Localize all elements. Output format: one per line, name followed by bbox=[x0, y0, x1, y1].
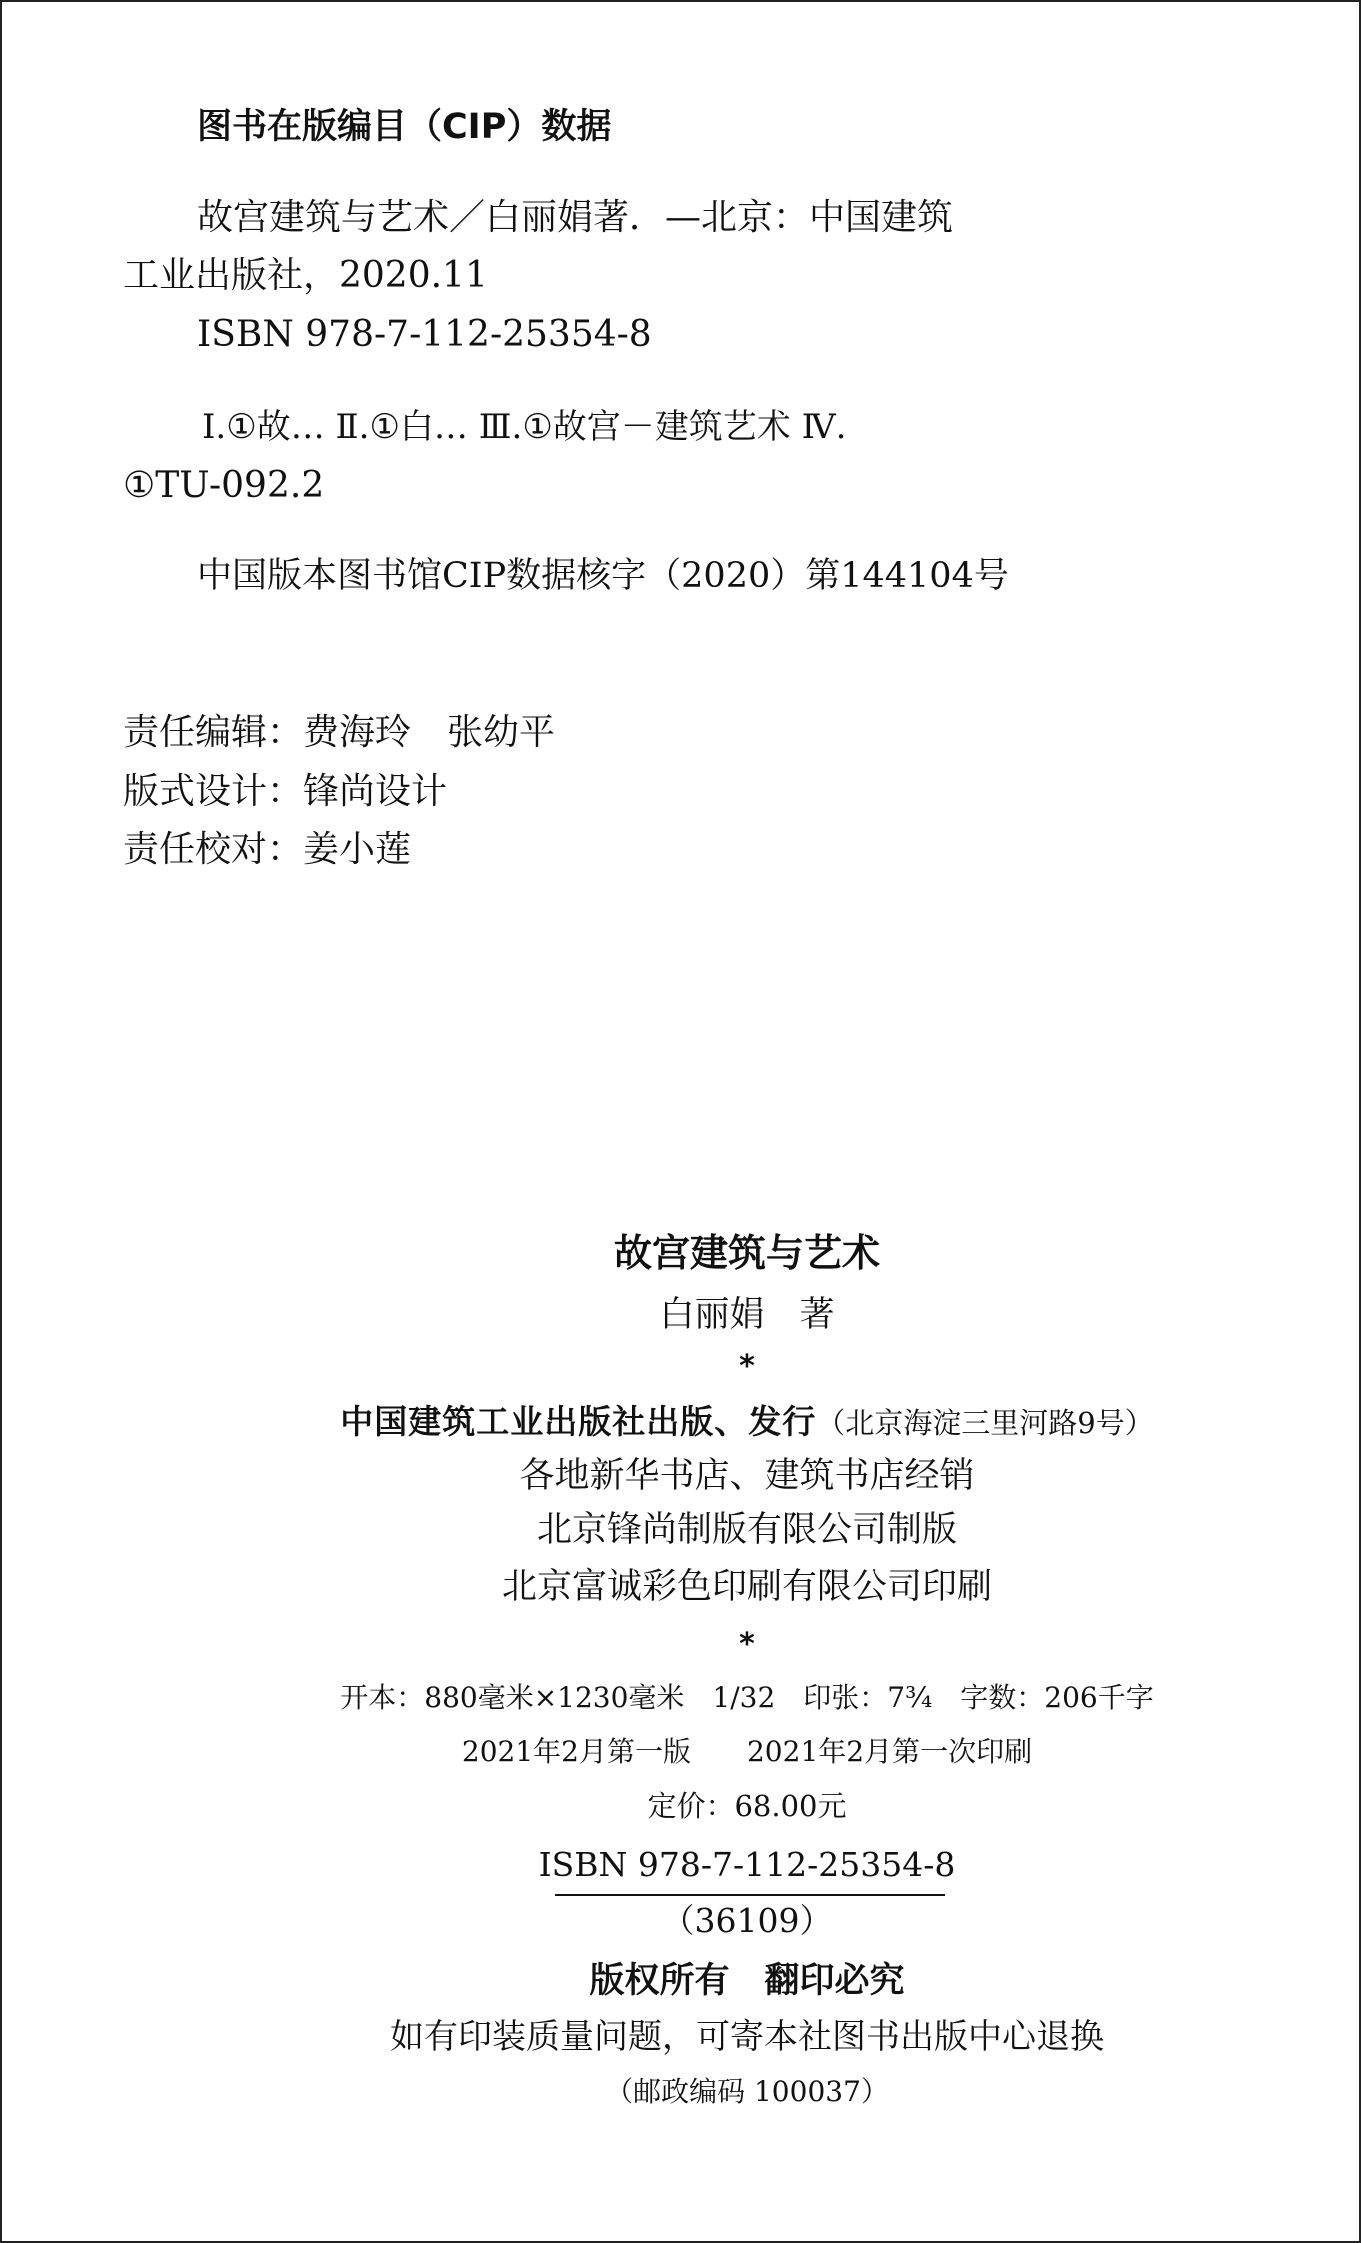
cip-record-number: 中国版本图书馆CIP数据核字（2020）第144104号 bbox=[197, 556, 1009, 596]
colophon-title: 故宫建筑与艺术 bbox=[613, 1231, 880, 1275]
colophon-price: 定价：68.00元 bbox=[647, 1789, 847, 1823]
colophon-publisher: 中国建筑工业出版社出版、发行 bbox=[340, 1402, 817, 1441]
staff-proofreader: 责任校对：姜小莲 bbox=[123, 829, 412, 870]
cip-isbn: ISBN 978-7-112-25354-8 bbox=[197, 314, 652, 355]
colophon-separator-1: * bbox=[739, 1349, 755, 1384]
colophon-edition: 2021年2月第一版 2021年2月第一次印刷 bbox=[461, 1735, 1033, 1768]
colophon-printer: 北京富诚彩色印刷有限公司印刷 bbox=[501, 1567, 992, 1607]
colophon-distributor: 各地新华书店、建筑书店经销 bbox=[519, 1456, 975, 1496]
isbn-underline bbox=[555, 1894, 945, 1896]
cip-entry-line1: 故宫建筑与艺术／白丽娟著．—北京：中国建筑 bbox=[197, 197, 954, 238]
colophon-publisher-address: （北京海淀三里河路9号） bbox=[816, 1406, 1154, 1440]
colophon-author: 白丽娟 著 bbox=[659, 1295, 835, 1335]
colophon-postal-code: （邮政编码 100037） bbox=[605, 2075, 889, 2108]
colophon-isbn: ISBN 978-7-112-25354-8 bbox=[538, 1845, 956, 1884]
colophon-publisher-line bbox=[2, 1402, 1361, 1441]
colophon-code: （36109） bbox=[661, 1901, 833, 1940]
cip-heading: 图书在版编目（CIP）数据 bbox=[197, 107, 612, 147]
cip-entry-line2: 工业出版社，2020.11 bbox=[123, 255, 488, 296]
staff-editors: 责任编辑：费海玲 张幼平 bbox=[123, 712, 556, 753]
colophon-return-notice: 如有印装质量问题，可寄本社图书出版中心退换 bbox=[390, 2017, 1104, 2057]
colophon-copyright: 版权所有 翻印必究 bbox=[589, 1961, 905, 2001]
cip-classification-line1: Ⅰ.①故… Ⅱ.①白… Ⅲ.①故宫－建筑艺术 Ⅳ. bbox=[202, 407, 847, 447]
cip-classification-line2: ①TU-092.2 bbox=[123, 465, 325, 506]
staff-layout-design: 版式设计：锋尚设计 bbox=[123, 771, 448, 812]
colophon-plate-maker: 北京锋尚制版有限公司制版 bbox=[536, 1510, 957, 1550]
colophon-format: 开本：880毫米×1230毫米 1/32 印张：7¾ 字数：206千字 bbox=[340, 1681, 1154, 1714]
colophon-separator-2: * bbox=[739, 1627, 755, 1662]
